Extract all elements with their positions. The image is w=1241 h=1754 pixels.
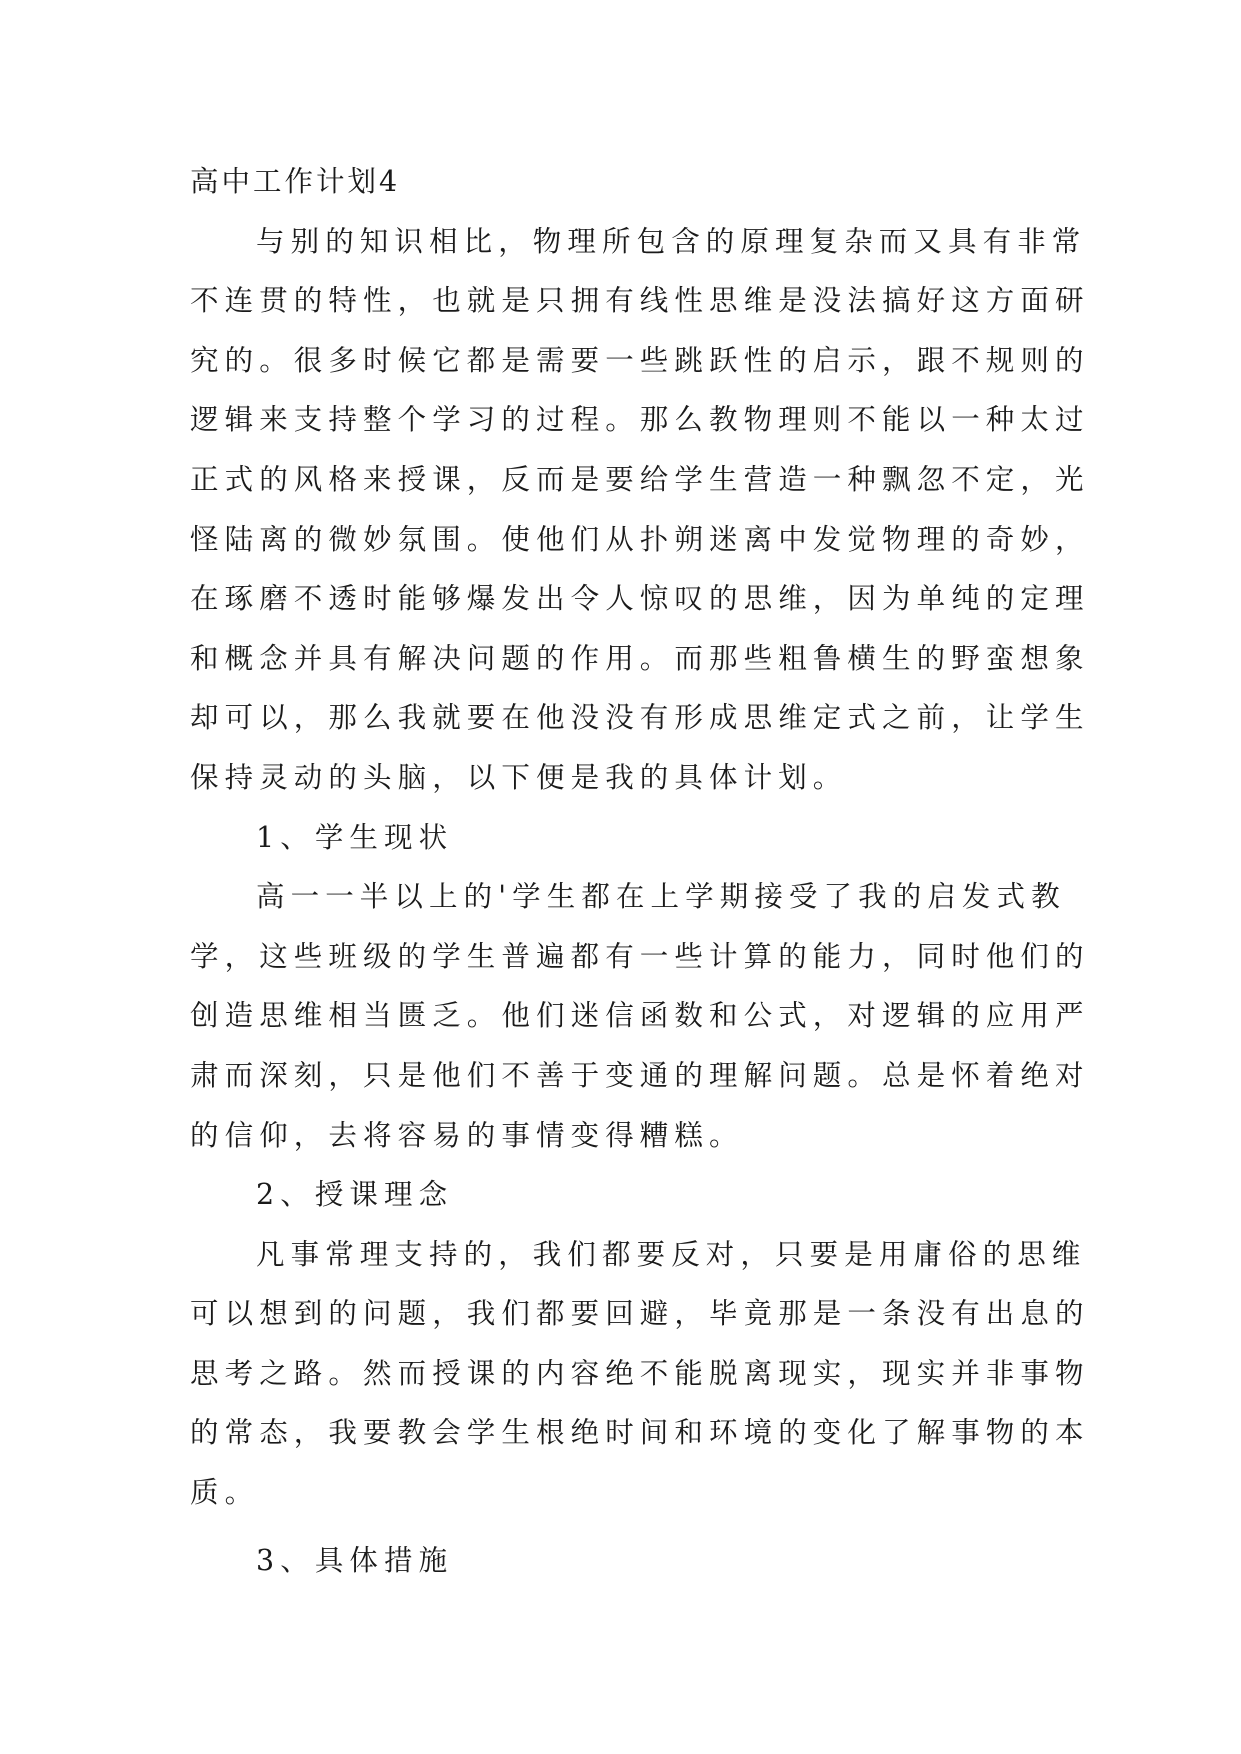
- document-body: [190, 152, 1090, 1590]
- paragraph-line: 在琢磨不透时能够爆发出令人惊叹的思维，因为单纯的定理: [190, 582, 1090, 616]
- section-heading-3: 3、具体措施: [256, 1543, 454, 1577]
- paragraph-line: 不连贯的特性，也就是只拥有线性思维是没法搞好这方面研: [190, 284, 1090, 318]
- paragraph-line: 的常态，我要教会学生根绝时间和环境的变化了解事物的本: [190, 1416, 1090, 1450]
- paragraph-line: 怪陆离的微妙氛围。使他们从扑朔迷离中发觉物理的奇妙，: [190, 522, 1090, 556]
- section-heading-1: 1、学生现状: [256, 820, 454, 854]
- paragraph-line: 学，这些班级的学生普遍都有一些计算的能力，同时他们的: [190, 939, 1090, 973]
- paragraph-line: 究的。很多时候它都是需要一些跳跃性的启示，跟不规则的: [190, 343, 1090, 377]
- paragraph-line: 高一一半以上的'学生都在上学期接受了我的启发式教: [256, 880, 1066, 914]
- paragraph-line: 却可以，那么我就要在他没没有形成思维定式之前，让学生: [190, 701, 1090, 735]
- paragraph-line: 可以想到的问题，我们都要回避，毕竟那是一条没有出息的: [190, 1297, 1090, 1331]
- paragraph-line: 保持灵动的头脑，以下便是我的具体计划。: [190, 760, 848, 794]
- paragraph-line: 凡事常理支持的，我们都要反对，只要是用庸俗的思维: [256, 1237, 1087, 1271]
- paragraph-line: 正式的风格来授课，反而是要给学生营造一种飘忽不定，光: [190, 462, 1090, 496]
- document-title: 高中工作计划4: [190, 165, 401, 198]
- paragraph-line: 创造思维相当匮乏。他们迷信函数和公式，对逻辑的应用严: [190, 999, 1090, 1033]
- paragraph-line: 逻辑来支持整个学习的过程。那么教物理则不能以一种太过: [190, 403, 1090, 437]
- paragraph-line: 与别的知识相比，物理所包含的原理复杂而又具有非常: [256, 224, 1087, 258]
- paragraph-spacer: [190, 1523, 1050, 1531]
- paragraph-line: 的信仰，去将容易的事情变得糟糕。: [190, 1118, 744, 1152]
- paragraph-line: 思考之路。然而授课的内容绝不能脱离现实，现实并非事物: [190, 1356, 1090, 1390]
- paragraph-line: 质。: [190, 1476, 260, 1510]
- paragraph-line: 肃而深刻，只是他们不善于变通的理解问题。总是怀着绝对: [190, 1058, 1090, 1092]
- section-heading-2: 2、授课理念: [256, 1178, 454, 1212]
- paragraph-line: 和概念并具有解决问题的作用。而那些粗鲁横生的野蛮想象: [190, 641, 1090, 675]
